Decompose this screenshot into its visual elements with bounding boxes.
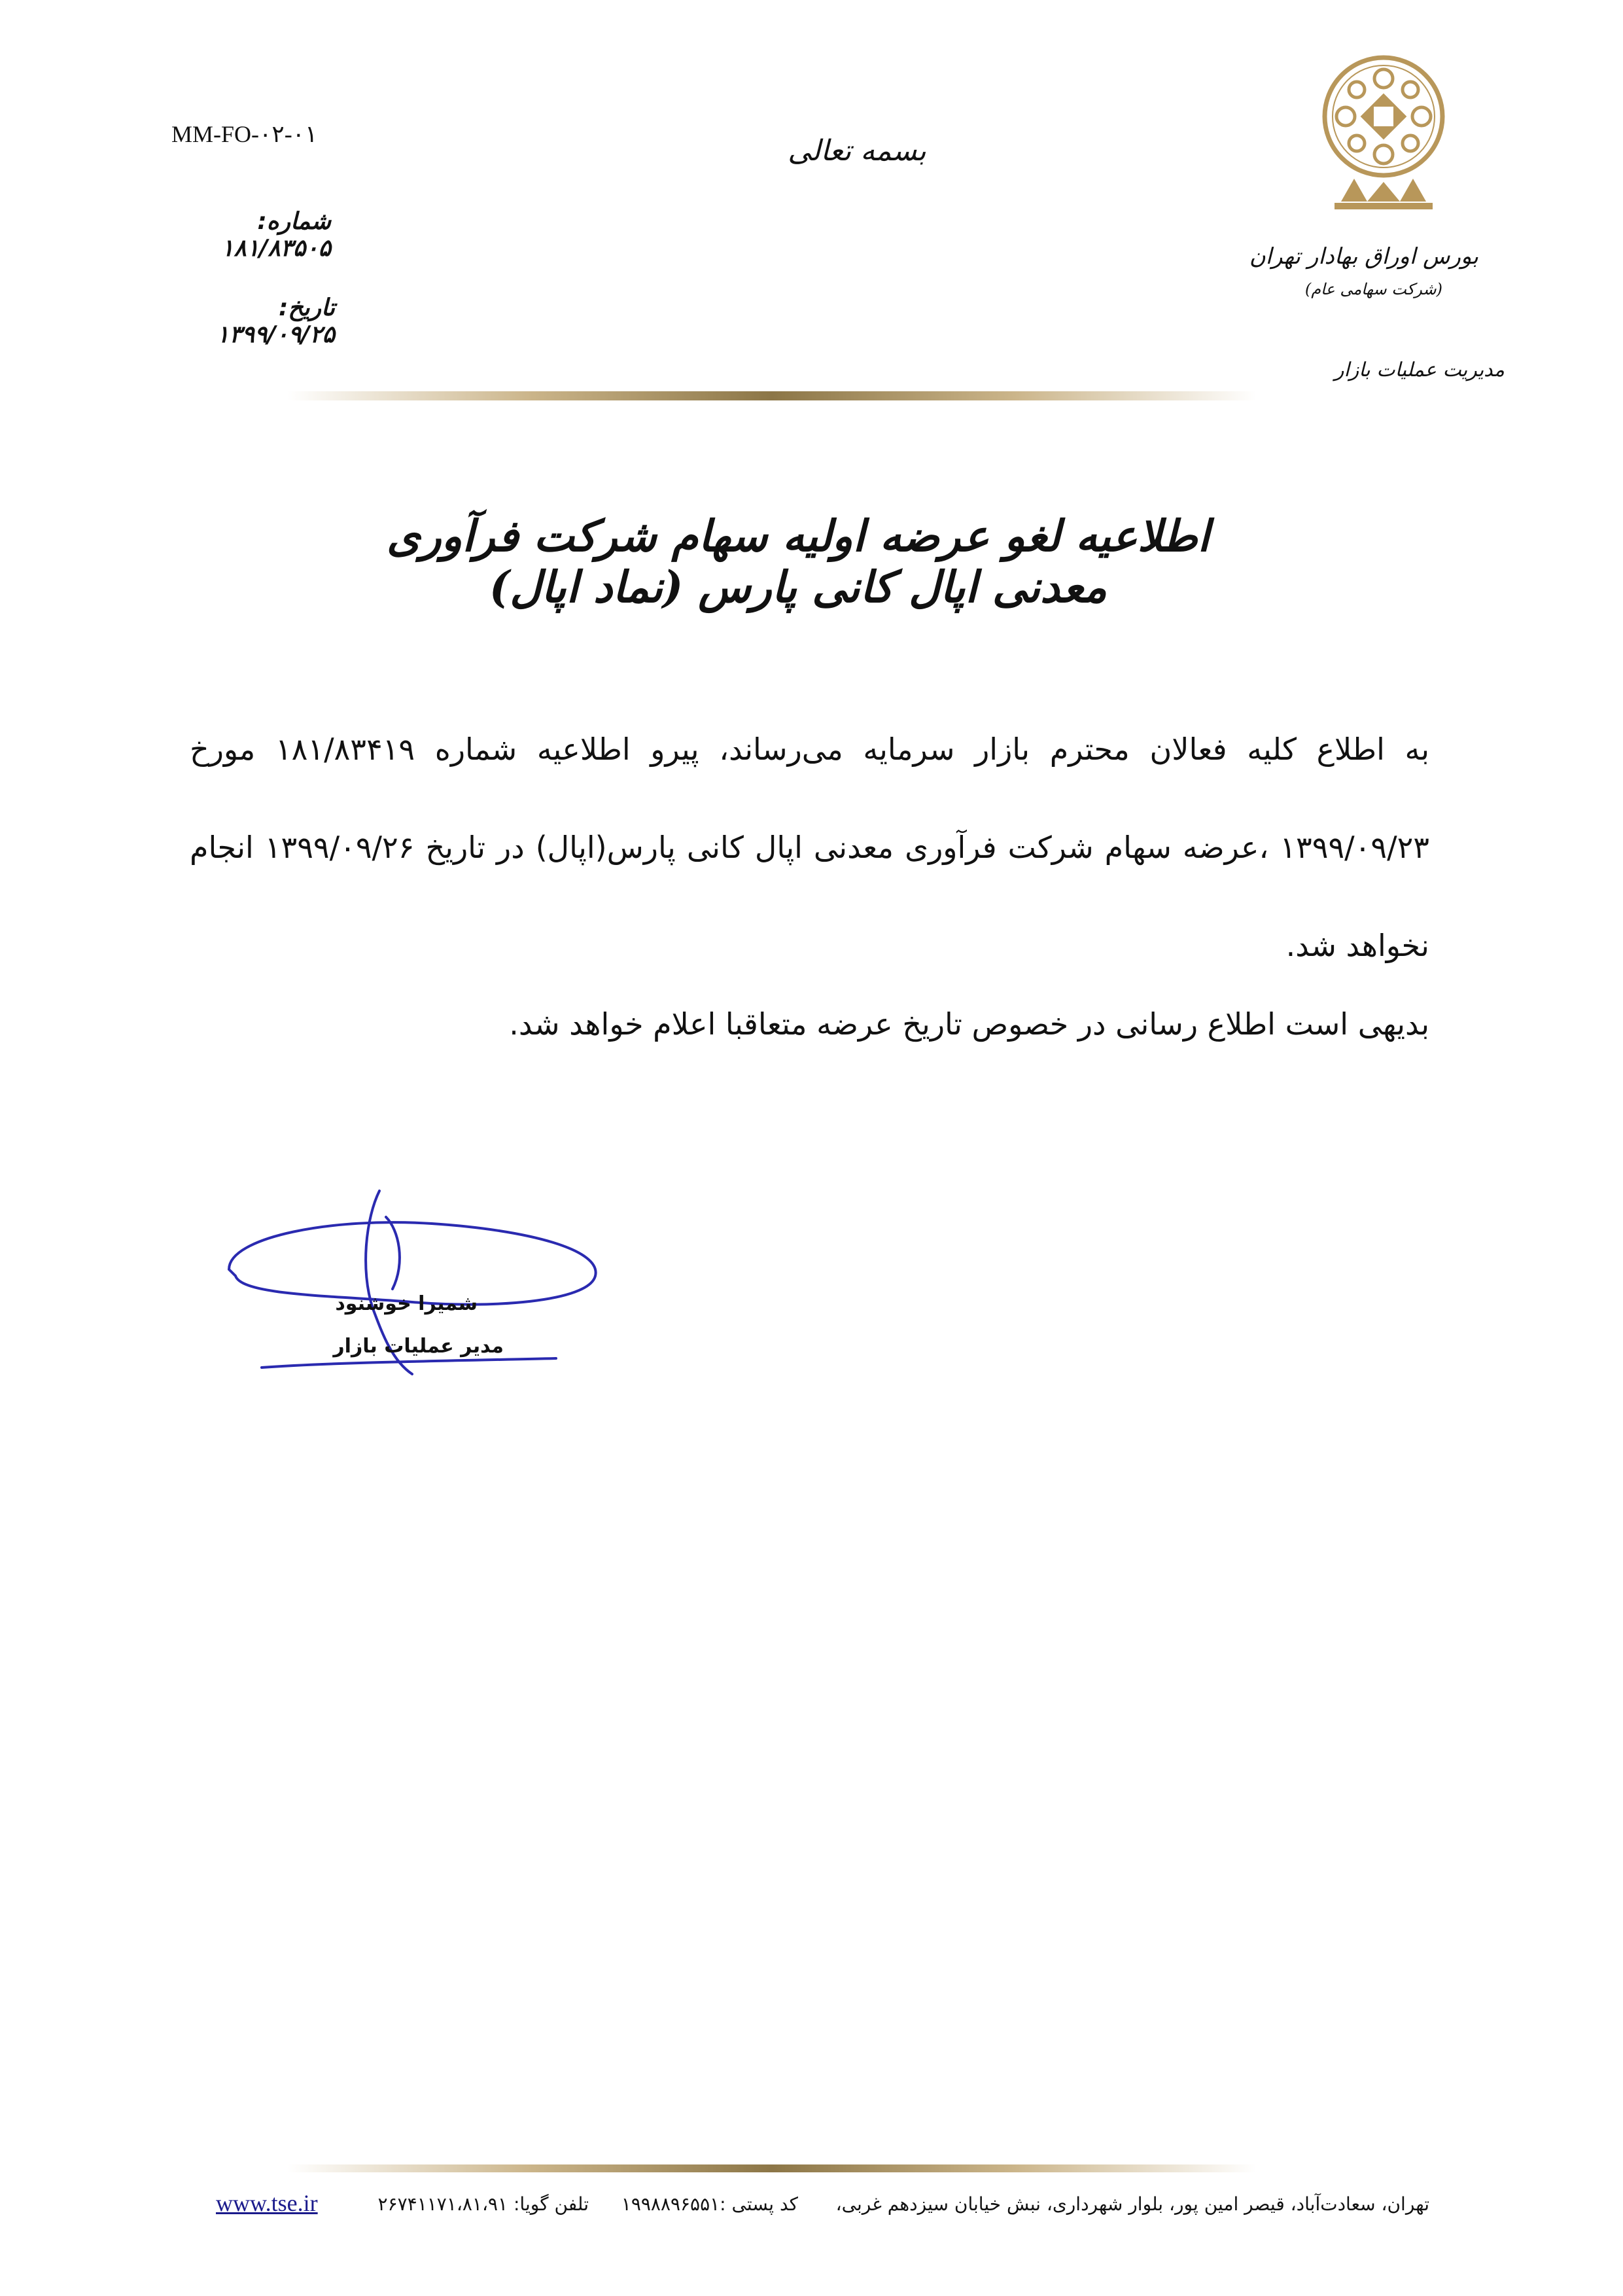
footer-divider (288, 2164, 1256, 2172)
letter-number-label: شماره: (257, 208, 331, 235)
letter-number-value: ۱۸۱/۸۳۵۰۵ (221, 235, 331, 262)
website-link[interactable]: www.tse.ir (216, 2190, 318, 2216)
letter-date-value: ۱۳۹۹/۰۹/۲۵ (217, 321, 335, 348)
letter-date (165, 294, 335, 348)
signatory-role: مدیر عملیات بازار (333, 1335, 504, 1358)
footer-phone: تلفن گویا: ۲۶۷۴۱۱۷۱،۸۱،۹۱ (377, 2193, 589, 2215)
department-name: مدیریت عملیات بازار (1334, 359, 1505, 381)
letter-number (167, 208, 331, 262)
signatory-name: شمیرا خوشنود (335, 1292, 478, 1315)
body-paragraph: بدیهی است اطلاع رسانی در خصوص تاریخ عرضه متعاقبا اعلام خواهد شد. (509, 1006, 1429, 1042)
footer-postal-code: کد پستی :۱۹۹۸۸۹۶۵۵۱ (621, 2193, 798, 2215)
tse-logo (1315, 51, 1452, 228)
organization-name: بورس اوراق بهادار تهران (1249, 243, 1478, 270)
bismillah: بسمه تعالی (788, 134, 926, 168)
page-title: اطلاعیه لغو عرضه اولیه سهام شرکت فرآوری معدنی اپال کانی پارس (نماد اپال) (386, 510, 1210, 612)
organization-type: (شرکت سهامی عام) (1304, 280, 1442, 298)
footer-address: تهران، سعادت‌آباد، قیصر امین پور، بلوار شهرداری، نبش خیابان سیزدهم غربی، (835, 2193, 1429, 2215)
form-code: MM-FO-۰۲-۰۱ (171, 121, 318, 147)
body-paragraph: به اطلاع کلیه فعالان محترم بازار سرمایه می‌رساند، پیرو اطلاعیه شماره ۱۸۱/۸۳۴۱۹ مورخ ۱۳۹۹/۰۹/۲۳ ،عرضه سهام شرکت فرآوری معدنی اپال کانی پارس(اپال) در تاریخ ۱۳۹۹/۰۹/۲۶ انجام نخواهد شد. (190, 732, 1429, 963)
header-divider (288, 391, 1256, 400)
letter-date-label: تاریخ: (278, 294, 335, 321)
